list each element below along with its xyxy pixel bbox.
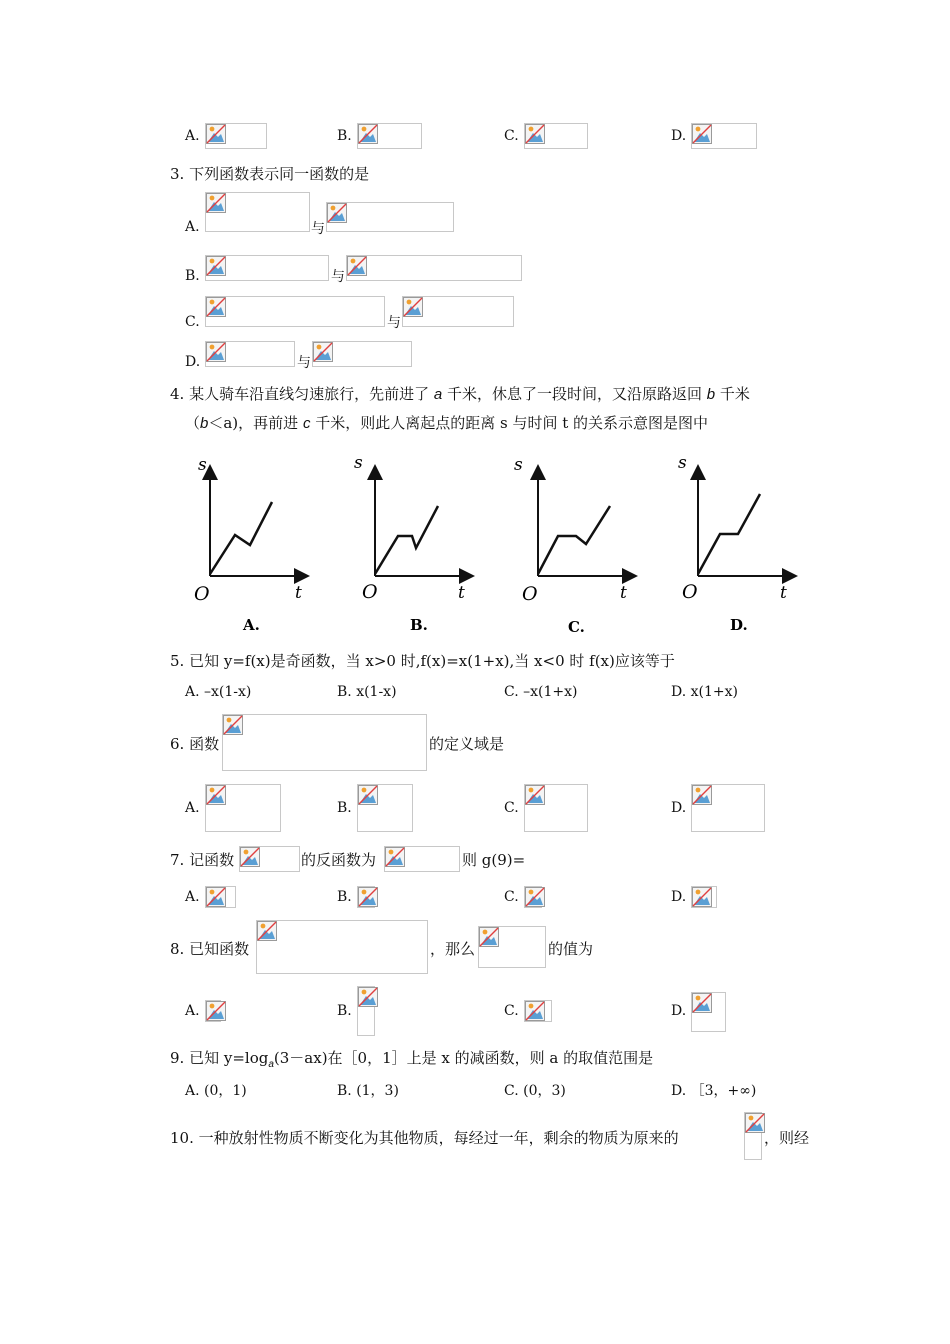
- q4-var-c: c: [302, 415, 311, 432]
- q8-pre: 8. 已知函数: [170, 940, 250, 958]
- graph-c-s: s: [514, 455, 523, 475]
- q7-post: 则 g(9)=: [462, 851, 526, 869]
- q3-d-right-image: [312, 341, 412, 367]
- q8-expression-image: [478, 926, 546, 968]
- graph-d-s: s: [678, 453, 687, 473]
- q3-a-right-image: [326, 202, 454, 232]
- q2-option-a-label: A.: [185, 128, 200, 144]
- q2-option-b-label: B.: [337, 128, 352, 144]
- q7-pre: 7. 记函数: [170, 851, 235, 869]
- q3-option-a-label: A.: [185, 219, 200, 235]
- q7-option-b-label: B.: [337, 889, 352, 905]
- q8-mid: ，那么: [430, 940, 476, 958]
- q8-option-d-label: D.: [671, 1003, 687, 1019]
- q4-line2-mid: ＜a)，再前进: [208, 414, 303, 432]
- q3-d-left-image: [205, 341, 295, 367]
- q4-var-b: b: [706, 386, 716, 403]
- q6-option-a-label: A.: [185, 800, 200, 816]
- graph-b-label: B.: [410, 616, 428, 634]
- q6-option-b-image: [357, 784, 413, 832]
- q9-stem-post: (3－ax)在［0，1］上是 x 的减函数，则 a 的取值范围是: [273, 1049, 654, 1067]
- q3-option-c-label: C.: [185, 314, 200, 330]
- graph-a-o: O: [194, 583, 210, 605]
- q5-option-b: B. x(1-x): [337, 684, 397, 700]
- q4-line1-post: 千米: [715, 385, 750, 403]
- q6-pre: 6. 函数: [170, 735, 220, 753]
- q4-var-a: a: [433, 386, 443, 403]
- q2-option-b-image: [357, 123, 422, 149]
- q8-function-image: [256, 920, 428, 974]
- q3-option-d-label: D.: [185, 354, 201, 370]
- q3-c-with: 与: [387, 315, 401, 331]
- q2-option-d-label: D.: [671, 128, 687, 144]
- graph-a-t: t: [295, 583, 302, 603]
- graph-a: [194, 455, 302, 634]
- q3-option-b-label: B.: [185, 268, 200, 284]
- q8-option-b-image: [357, 986, 375, 1036]
- q3-a-left-image: [205, 192, 310, 232]
- q5-option-d: D. x(1+x): [671, 684, 738, 700]
- graph-a-s: s: [198, 455, 207, 475]
- q4-line2-pre: （: [185, 414, 201, 432]
- q6-option-c-label: C.: [504, 800, 519, 816]
- q6-option-b-label: B.: [337, 800, 352, 816]
- graph-c-label: C.: [568, 618, 585, 636]
- q2-option-c-label: C.: [504, 128, 519, 144]
- q2-option-a-image: [205, 123, 267, 149]
- q7-option-a-image: [205, 886, 236, 908]
- q7-option-c-image: [524, 886, 542, 908]
- q6-function-image: [222, 714, 427, 771]
- q3-c-right-image: [402, 296, 514, 327]
- q4-graphs: [180, 450, 820, 640]
- q6-option-d-label: D.: [671, 800, 687, 816]
- q9-option-a: A. (0，1): [185, 1083, 247, 1099]
- graph-d-o: O: [682, 581, 698, 603]
- graph-d-t: t: [780, 583, 787, 603]
- q8-option-d-image: [691, 992, 726, 1032]
- q5-option-a: A. –x(1-x): [185, 684, 252, 700]
- q10-fraction-image: [744, 1112, 762, 1160]
- q7-option-b-image: [357, 886, 375, 908]
- q6-post: 的定义域是: [429, 735, 505, 753]
- graph-c-t: t: [620, 583, 627, 603]
- q5-stem: 5. 已知 y=f(x)是奇函数，当 x>0 时,f(x)=x(1+x),当 x<0 时 f(x)应该等于: [170, 652, 675, 670]
- q6-option-c-image: [524, 784, 588, 832]
- q2-option-c-image: [524, 123, 588, 149]
- q9-subscript: a: [268, 1059, 274, 1070]
- graph-a-label: A.: [243, 616, 260, 634]
- graph-c-o: O: [522, 583, 538, 605]
- graph-c: [514, 455, 630, 636]
- graph-b: [354, 453, 467, 634]
- q7-option-a-label: A.: [185, 889, 200, 905]
- graph-b-o: O: [362, 581, 378, 603]
- q10-pre: 10. 一种放射性物质不断变化为其他物质，每经过一年，剩余的物质为原来的: [170, 1129, 679, 1147]
- q3-a-with: 与: [311, 221, 325, 237]
- q4-line2-var-b: b: [200, 415, 209, 432]
- q4-line1-pre: 4. 某人骑车沿直线匀速旅行，先前进了: [170, 385, 434, 403]
- q9-stem: [170, 1047, 653, 1070]
- q7-option-c-label: C.: [504, 889, 519, 905]
- q3-b-right-image: [346, 255, 522, 281]
- q6-option-a-image: [205, 784, 281, 832]
- q3-c-left-image: [205, 296, 385, 327]
- q2-option-d-image: [691, 123, 757, 149]
- q3-b-left-image: [205, 255, 329, 281]
- q7-inverse-image: [384, 846, 460, 872]
- q3-b-with: 与: [331, 269, 345, 285]
- q8-post: 的值为: [548, 940, 594, 958]
- q9-option-c: C. (0，3): [504, 1083, 566, 1099]
- q8-option-b-label: B.: [337, 1003, 352, 1019]
- q8-option-a-label: A.: [185, 1003, 200, 1019]
- q7-option-d-label: D.: [671, 889, 687, 905]
- q8-option-c-image: [524, 1000, 552, 1022]
- q7-function-image: [239, 846, 300, 872]
- q10-post: ，则经: [764, 1129, 810, 1147]
- q9-option-d: D. ［3，+∞): [671, 1083, 757, 1099]
- q3-stem: 3. 下列函数表示同一函数的是: [170, 165, 370, 183]
- q8-option-a-image: [205, 1000, 221, 1022]
- q9-option-b: B. (1，3): [337, 1083, 399, 1099]
- q4-line1-mid: 千米，休息了一段时间，又沿原路返回: [442, 385, 707, 403]
- q6-option-d-image: [691, 784, 765, 832]
- q4-line1: [170, 383, 750, 404]
- graph-d-label: D.: [730, 616, 748, 634]
- q7-mid: 的反函数为: [301, 851, 377, 869]
- q7-option-d-image: [691, 886, 717, 908]
- graph-d: [678, 453, 790, 634]
- q5-option-c: C. –x(1+x): [504, 684, 578, 700]
- q3-d-with: 与: [297, 355, 311, 371]
- q4-line2: [185, 412, 708, 433]
- q9-stem-pre: 9. 已知 y=log: [170, 1049, 269, 1067]
- q4-line2-post: 千米，则此人离起点的距离 s 与时间 t 的关系示意图是图中: [310, 414, 709, 432]
- q8-option-c-label: C.: [504, 1003, 519, 1019]
- graph-b-t: t: [458, 583, 465, 603]
- graph-b-s: s: [354, 453, 363, 473]
